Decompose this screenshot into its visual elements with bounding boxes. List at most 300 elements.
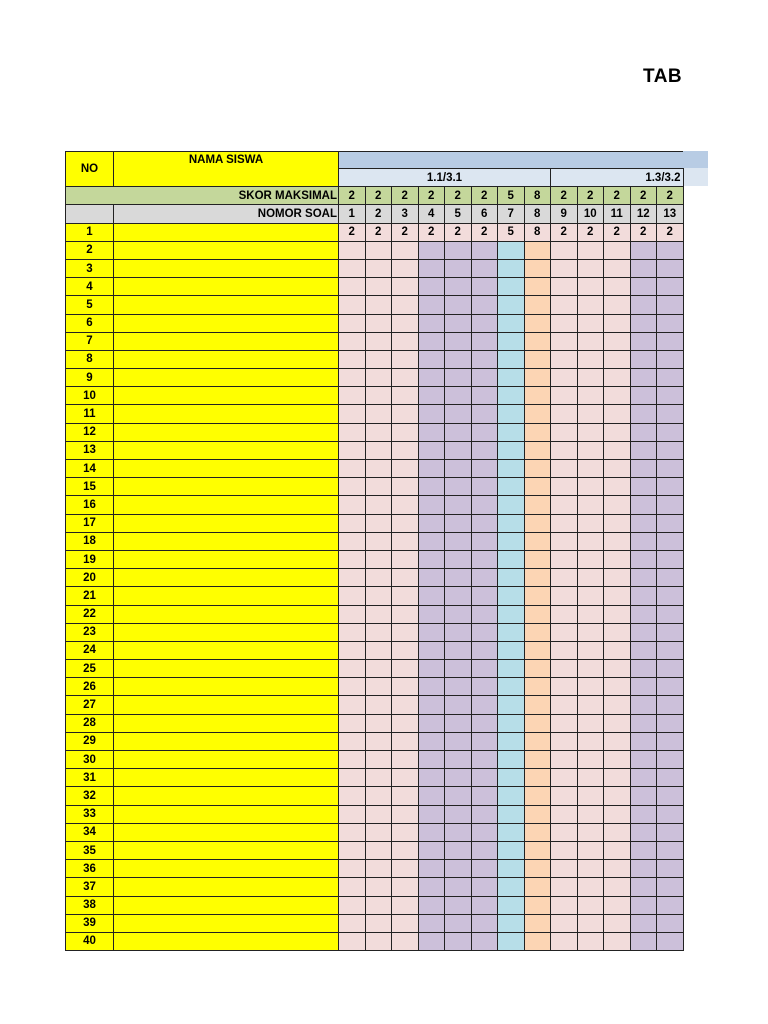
score-cell[interactable] bbox=[577, 896, 604, 914]
score-cell[interactable] bbox=[630, 387, 657, 405]
score-cell[interactable] bbox=[551, 805, 578, 823]
score-cell[interactable] bbox=[551, 678, 578, 696]
score-cell[interactable] bbox=[524, 259, 551, 277]
score-cell[interactable] bbox=[657, 732, 684, 750]
score-cell[interactable] bbox=[604, 769, 631, 787]
score-cell[interactable] bbox=[418, 332, 445, 350]
score-cell[interactable] bbox=[604, 278, 631, 296]
score-cell[interactable] bbox=[418, 641, 445, 659]
student-name-cell[interactable] bbox=[114, 460, 339, 478]
student-name-cell[interactable] bbox=[114, 514, 339, 532]
score-cell[interactable] bbox=[524, 405, 551, 423]
score-cell[interactable] bbox=[577, 532, 604, 550]
score-cell[interactable] bbox=[445, 405, 472, 423]
score-cell[interactable] bbox=[551, 896, 578, 914]
score-cell[interactable] bbox=[418, 932, 445, 950]
score-cell[interactable] bbox=[418, 732, 445, 750]
score-cell[interactable] bbox=[524, 878, 551, 896]
score-cell[interactable] bbox=[551, 914, 578, 932]
score-cell[interactable] bbox=[498, 678, 525, 696]
score-cell[interactable] bbox=[392, 241, 419, 259]
score-cell[interactable] bbox=[339, 860, 366, 878]
score-cell[interactable] bbox=[630, 914, 657, 932]
score-cell[interactable] bbox=[630, 641, 657, 659]
score-cell[interactable] bbox=[392, 369, 419, 387]
score-cell[interactable] bbox=[339, 605, 366, 623]
score-cell[interactable] bbox=[445, 387, 472, 405]
score-cell[interactable] bbox=[657, 496, 684, 514]
score-cell[interactable] bbox=[630, 605, 657, 623]
score-cell[interactable] bbox=[418, 696, 445, 714]
score-cell[interactable] bbox=[551, 932, 578, 950]
score-cell[interactable] bbox=[445, 278, 472, 296]
student-name-cell[interactable] bbox=[114, 896, 339, 914]
score-cell[interactable] bbox=[418, 369, 445, 387]
score-cell[interactable] bbox=[339, 296, 366, 314]
score-cell[interactable] bbox=[524, 278, 551, 296]
score-cell[interactable] bbox=[577, 259, 604, 277]
score-cell[interactable] bbox=[551, 514, 578, 532]
score-cell[interactable] bbox=[339, 387, 366, 405]
score-cell[interactable] bbox=[339, 732, 366, 750]
score-cell[interactable] bbox=[604, 332, 631, 350]
score-cell[interactable] bbox=[630, 569, 657, 587]
score-cell[interactable] bbox=[365, 623, 392, 641]
score-cell[interactable] bbox=[551, 823, 578, 841]
score-cell[interactable]: 2 bbox=[418, 223, 445, 241]
score-cell[interactable] bbox=[524, 314, 551, 332]
score-cell[interactable] bbox=[471, 423, 498, 441]
score-cell[interactable] bbox=[445, 660, 472, 678]
score-cell[interactable] bbox=[445, 532, 472, 550]
score-cell[interactable] bbox=[471, 569, 498, 587]
score-cell[interactable] bbox=[392, 569, 419, 587]
score-cell[interactable] bbox=[445, 441, 472, 459]
score-cell[interactable] bbox=[657, 369, 684, 387]
score-cell[interactable] bbox=[524, 678, 551, 696]
score-cell[interactable] bbox=[392, 423, 419, 441]
score-cell[interactable] bbox=[392, 478, 419, 496]
score-cell[interactable] bbox=[498, 514, 525, 532]
score-cell[interactable] bbox=[339, 787, 366, 805]
score-cell[interactable] bbox=[577, 932, 604, 950]
score-cell[interactable] bbox=[657, 660, 684, 678]
score-cell[interactable] bbox=[524, 241, 551, 259]
score-cell[interactable] bbox=[498, 660, 525, 678]
score-cell[interactable] bbox=[630, 423, 657, 441]
score-cell[interactable] bbox=[524, 623, 551, 641]
score-cell[interactable] bbox=[657, 751, 684, 769]
score-cell[interactable] bbox=[604, 751, 631, 769]
score-cell[interactable] bbox=[577, 696, 604, 714]
score-cell[interactable] bbox=[524, 696, 551, 714]
score-cell[interactable] bbox=[445, 878, 472, 896]
score-cell[interactable] bbox=[471, 660, 498, 678]
score-cell[interactable] bbox=[577, 732, 604, 750]
score-cell[interactable] bbox=[657, 605, 684, 623]
score-cell[interactable] bbox=[630, 514, 657, 532]
score-cell[interactable] bbox=[365, 332, 392, 350]
score-cell[interactable] bbox=[365, 532, 392, 550]
score-cell[interactable] bbox=[604, 932, 631, 950]
score-cell[interactable] bbox=[630, 678, 657, 696]
score-cell[interactable] bbox=[498, 914, 525, 932]
score-cell[interactable] bbox=[392, 932, 419, 950]
score-cell[interactable]: 2 bbox=[577, 223, 604, 241]
score-cell[interactable] bbox=[630, 623, 657, 641]
score-cell[interactable] bbox=[630, 787, 657, 805]
score-cell[interactable] bbox=[445, 769, 472, 787]
score-cell[interactable] bbox=[657, 423, 684, 441]
score-cell[interactable] bbox=[657, 623, 684, 641]
score-cell[interactable] bbox=[524, 605, 551, 623]
score-cell[interactable] bbox=[657, 878, 684, 896]
score-cell[interactable] bbox=[577, 660, 604, 678]
score-cell[interactable] bbox=[365, 441, 392, 459]
score-cell[interactable] bbox=[445, 696, 472, 714]
score-cell[interactable] bbox=[471, 932, 498, 950]
score-cell[interactable] bbox=[392, 714, 419, 732]
score-cell[interactable] bbox=[604, 896, 631, 914]
score-cell[interactable] bbox=[657, 387, 684, 405]
student-name-cell[interactable] bbox=[114, 641, 339, 659]
score-cell[interactable] bbox=[604, 641, 631, 659]
score-cell[interactable] bbox=[365, 787, 392, 805]
score-cell[interactable] bbox=[392, 660, 419, 678]
score-cell[interactable] bbox=[471, 714, 498, 732]
score-cell[interactable] bbox=[365, 696, 392, 714]
score-cell[interactable] bbox=[630, 314, 657, 332]
score-cell[interactable] bbox=[445, 605, 472, 623]
score-cell[interactable] bbox=[471, 751, 498, 769]
student-name-cell[interactable] bbox=[114, 441, 339, 459]
score-cell[interactable] bbox=[524, 478, 551, 496]
score-cell[interactable] bbox=[498, 860, 525, 878]
score-cell[interactable] bbox=[630, 751, 657, 769]
student-name-cell[interactable] bbox=[114, 769, 339, 787]
score-cell[interactable] bbox=[498, 460, 525, 478]
score-cell[interactable] bbox=[498, 732, 525, 750]
student-name-cell[interactable] bbox=[114, 805, 339, 823]
score-cell[interactable] bbox=[551, 314, 578, 332]
score-cell[interactable] bbox=[551, 241, 578, 259]
score-cell[interactable] bbox=[418, 460, 445, 478]
score-cell[interactable] bbox=[471, 769, 498, 787]
score-cell[interactable] bbox=[551, 332, 578, 350]
score-cell[interactable] bbox=[498, 841, 525, 859]
score-cell[interactable] bbox=[339, 914, 366, 932]
score-cell[interactable] bbox=[365, 751, 392, 769]
score-cell[interactable] bbox=[657, 569, 684, 587]
score-cell[interactable] bbox=[339, 587, 366, 605]
score-cell[interactable] bbox=[657, 241, 684, 259]
score-cell[interactable] bbox=[657, 805, 684, 823]
score-cell[interactable] bbox=[365, 405, 392, 423]
score-cell[interactable] bbox=[445, 350, 472, 368]
score-cell[interactable] bbox=[392, 823, 419, 841]
score-cell[interactable] bbox=[471, 532, 498, 550]
score-cell[interactable] bbox=[392, 550, 419, 568]
score-cell[interactable] bbox=[551, 278, 578, 296]
score-cell[interactable] bbox=[524, 860, 551, 878]
score-cell[interactable] bbox=[630, 332, 657, 350]
score-cell[interactable] bbox=[471, 296, 498, 314]
score-cell[interactable] bbox=[577, 314, 604, 332]
score-cell[interactable] bbox=[365, 660, 392, 678]
score-cell[interactable] bbox=[604, 823, 631, 841]
score-cell[interactable] bbox=[471, 514, 498, 532]
score-cell[interactable] bbox=[657, 787, 684, 805]
score-cell[interactable] bbox=[471, 278, 498, 296]
score-cell[interactable] bbox=[339, 478, 366, 496]
score-cell[interactable] bbox=[418, 423, 445, 441]
score-cell[interactable] bbox=[418, 405, 445, 423]
score-cell[interactable] bbox=[630, 860, 657, 878]
score-cell[interactable] bbox=[471, 460, 498, 478]
score-cell[interactable] bbox=[551, 696, 578, 714]
score-cell[interactable] bbox=[551, 641, 578, 659]
score-cell[interactable] bbox=[524, 296, 551, 314]
score-cell[interactable] bbox=[657, 587, 684, 605]
score-cell[interactable] bbox=[365, 914, 392, 932]
score-cell[interactable] bbox=[418, 714, 445, 732]
score-cell[interactable] bbox=[339, 660, 366, 678]
student-name-cell[interactable] bbox=[114, 696, 339, 714]
score-cell[interactable] bbox=[577, 478, 604, 496]
score-cell[interactable] bbox=[392, 278, 419, 296]
score-cell[interactable] bbox=[524, 550, 551, 568]
score-cell[interactable] bbox=[365, 587, 392, 605]
score-cell[interactable] bbox=[604, 441, 631, 459]
student-name-cell[interactable] bbox=[114, 369, 339, 387]
score-cell[interactable] bbox=[577, 405, 604, 423]
score-cell[interactable] bbox=[498, 550, 525, 568]
score-cell[interactable]: 2 bbox=[445, 223, 472, 241]
score-cell[interactable] bbox=[445, 841, 472, 859]
score-cell[interactable] bbox=[577, 550, 604, 568]
score-cell[interactable] bbox=[551, 714, 578, 732]
score-cell[interactable]: 2 bbox=[657, 223, 684, 241]
score-cell[interactable] bbox=[577, 860, 604, 878]
student-name-cell[interactable] bbox=[114, 314, 339, 332]
score-cell[interactable] bbox=[604, 678, 631, 696]
score-cell[interactable] bbox=[657, 841, 684, 859]
score-cell[interactable] bbox=[365, 678, 392, 696]
score-cell[interactable] bbox=[498, 532, 525, 550]
score-cell[interactable] bbox=[392, 587, 419, 605]
student-name-cell[interactable] bbox=[114, 332, 339, 350]
score-cell[interactable] bbox=[498, 296, 525, 314]
score-cell[interactable] bbox=[445, 514, 472, 532]
score-cell[interactable] bbox=[471, 350, 498, 368]
score-cell[interactable] bbox=[604, 860, 631, 878]
score-cell[interactable] bbox=[630, 878, 657, 896]
score-cell[interactable] bbox=[498, 478, 525, 496]
score-cell[interactable] bbox=[392, 860, 419, 878]
score-cell[interactable] bbox=[471, 878, 498, 896]
score-cell[interactable] bbox=[630, 932, 657, 950]
score-cell[interactable] bbox=[577, 678, 604, 696]
score-cell[interactable] bbox=[365, 932, 392, 950]
score-cell[interactable] bbox=[445, 732, 472, 750]
score-cell[interactable] bbox=[577, 878, 604, 896]
score-cell[interactable] bbox=[418, 278, 445, 296]
score-cell[interactable] bbox=[392, 514, 419, 532]
score-cell[interactable] bbox=[471, 732, 498, 750]
score-cell[interactable] bbox=[604, 623, 631, 641]
score-cell[interactable] bbox=[365, 259, 392, 277]
score-cell[interactable] bbox=[577, 460, 604, 478]
score-cell[interactable] bbox=[339, 496, 366, 514]
score-cell[interactable] bbox=[498, 259, 525, 277]
score-cell[interactable] bbox=[524, 769, 551, 787]
score-cell[interactable] bbox=[551, 841, 578, 859]
score-cell[interactable] bbox=[392, 696, 419, 714]
score-cell[interactable] bbox=[445, 332, 472, 350]
score-cell[interactable] bbox=[339, 460, 366, 478]
score-cell[interactable] bbox=[577, 805, 604, 823]
score-cell[interactable] bbox=[392, 732, 419, 750]
score-cell[interactable] bbox=[604, 569, 631, 587]
score-cell[interactable] bbox=[365, 769, 392, 787]
score-cell[interactable] bbox=[445, 296, 472, 314]
score-cell[interactable] bbox=[551, 751, 578, 769]
score-cell[interactable] bbox=[604, 787, 631, 805]
score-cell[interactable] bbox=[630, 405, 657, 423]
score-cell[interactable] bbox=[365, 241, 392, 259]
score-cell[interactable] bbox=[524, 714, 551, 732]
score-cell[interactable] bbox=[498, 496, 525, 514]
score-cell[interactable] bbox=[551, 550, 578, 568]
score-cell[interactable] bbox=[524, 496, 551, 514]
score-cell[interactable] bbox=[657, 478, 684, 496]
score-cell[interactable] bbox=[577, 496, 604, 514]
score-cell[interactable] bbox=[445, 714, 472, 732]
score-cell[interactable] bbox=[630, 296, 657, 314]
score-cell[interactable]: 2 bbox=[630, 223, 657, 241]
score-cell[interactable] bbox=[604, 296, 631, 314]
score-cell[interactable] bbox=[551, 350, 578, 368]
student-name-cell[interactable] bbox=[114, 241, 339, 259]
score-cell[interactable] bbox=[445, 550, 472, 568]
score-cell[interactable] bbox=[365, 478, 392, 496]
score-cell[interactable] bbox=[604, 350, 631, 368]
score-cell[interactable] bbox=[577, 441, 604, 459]
score-cell[interactable] bbox=[577, 241, 604, 259]
score-cell[interactable] bbox=[630, 496, 657, 514]
score-cell[interactable] bbox=[365, 296, 392, 314]
score-cell[interactable] bbox=[471, 823, 498, 841]
student-name-cell[interactable] bbox=[114, 678, 339, 696]
score-cell[interactable] bbox=[365, 732, 392, 750]
score-cell[interactable] bbox=[445, 641, 472, 659]
score-cell[interactable] bbox=[392, 787, 419, 805]
score-cell[interactable] bbox=[604, 496, 631, 514]
score-cell[interactable] bbox=[630, 460, 657, 478]
score-cell[interactable] bbox=[418, 878, 445, 896]
score-cell[interactable] bbox=[577, 914, 604, 932]
score-cell[interactable] bbox=[418, 805, 445, 823]
score-cell[interactable] bbox=[604, 532, 631, 550]
score-cell[interactable] bbox=[551, 460, 578, 478]
score-cell[interactable] bbox=[604, 878, 631, 896]
score-cell[interactable] bbox=[445, 823, 472, 841]
score-cell[interactable] bbox=[657, 259, 684, 277]
score-cell[interactable] bbox=[339, 259, 366, 277]
score-cell[interactable] bbox=[339, 623, 366, 641]
score-cell[interactable] bbox=[339, 823, 366, 841]
score-cell[interactable] bbox=[418, 514, 445, 532]
score-cell[interactable] bbox=[657, 514, 684, 532]
score-cell[interactable] bbox=[577, 823, 604, 841]
student-name-cell[interactable] bbox=[114, 423, 339, 441]
score-cell[interactable] bbox=[657, 441, 684, 459]
student-name-cell[interactable] bbox=[114, 296, 339, 314]
score-cell[interactable] bbox=[445, 241, 472, 259]
score-cell[interactable] bbox=[657, 860, 684, 878]
score-cell[interactable] bbox=[365, 569, 392, 587]
score-cell[interactable] bbox=[498, 423, 525, 441]
score-cell[interactable] bbox=[445, 914, 472, 932]
score-cell[interactable] bbox=[418, 387, 445, 405]
score-cell[interactable] bbox=[524, 369, 551, 387]
student-name-cell[interactable] bbox=[114, 405, 339, 423]
score-cell[interactable] bbox=[577, 350, 604, 368]
score-cell[interactable] bbox=[577, 587, 604, 605]
student-name-cell[interactable] bbox=[114, 532, 339, 550]
score-cell[interactable]: 2 bbox=[392, 223, 419, 241]
score-cell[interactable] bbox=[445, 587, 472, 605]
score-cell[interactable] bbox=[657, 714, 684, 732]
score-cell[interactable] bbox=[471, 550, 498, 568]
score-cell[interactable] bbox=[365, 496, 392, 514]
score-cell[interactable] bbox=[365, 641, 392, 659]
score-cell[interactable] bbox=[339, 569, 366, 587]
score-cell[interactable] bbox=[498, 623, 525, 641]
score-cell[interactable] bbox=[471, 587, 498, 605]
score-cell[interactable] bbox=[630, 241, 657, 259]
score-cell[interactable] bbox=[604, 314, 631, 332]
score-cell[interactable] bbox=[471, 259, 498, 277]
score-cell[interactable] bbox=[630, 587, 657, 605]
score-cell[interactable] bbox=[365, 896, 392, 914]
score-cell[interactable] bbox=[365, 423, 392, 441]
score-cell[interactable] bbox=[657, 405, 684, 423]
score-cell[interactable] bbox=[339, 769, 366, 787]
score-cell[interactable] bbox=[630, 532, 657, 550]
student-name-cell[interactable] bbox=[114, 841, 339, 859]
score-cell[interactable] bbox=[392, 387, 419, 405]
student-name-cell[interactable] bbox=[114, 660, 339, 678]
score-cell[interactable] bbox=[604, 841, 631, 859]
score-cell[interactable] bbox=[657, 350, 684, 368]
score-cell[interactable] bbox=[418, 823, 445, 841]
score-cell[interactable] bbox=[657, 550, 684, 568]
score-cell[interactable] bbox=[604, 423, 631, 441]
score-cell[interactable] bbox=[498, 751, 525, 769]
score-cell[interactable] bbox=[471, 896, 498, 914]
student-name-cell[interactable] bbox=[114, 387, 339, 405]
score-cell[interactable] bbox=[418, 605, 445, 623]
score-cell[interactable] bbox=[630, 660, 657, 678]
score-cell[interactable] bbox=[524, 569, 551, 587]
score-cell[interactable] bbox=[524, 332, 551, 350]
student-name-cell[interactable] bbox=[114, 860, 339, 878]
score-cell[interactable] bbox=[418, 678, 445, 696]
score-cell[interactable] bbox=[418, 769, 445, 787]
score-cell[interactable] bbox=[604, 514, 631, 532]
score-cell[interactable] bbox=[445, 259, 472, 277]
